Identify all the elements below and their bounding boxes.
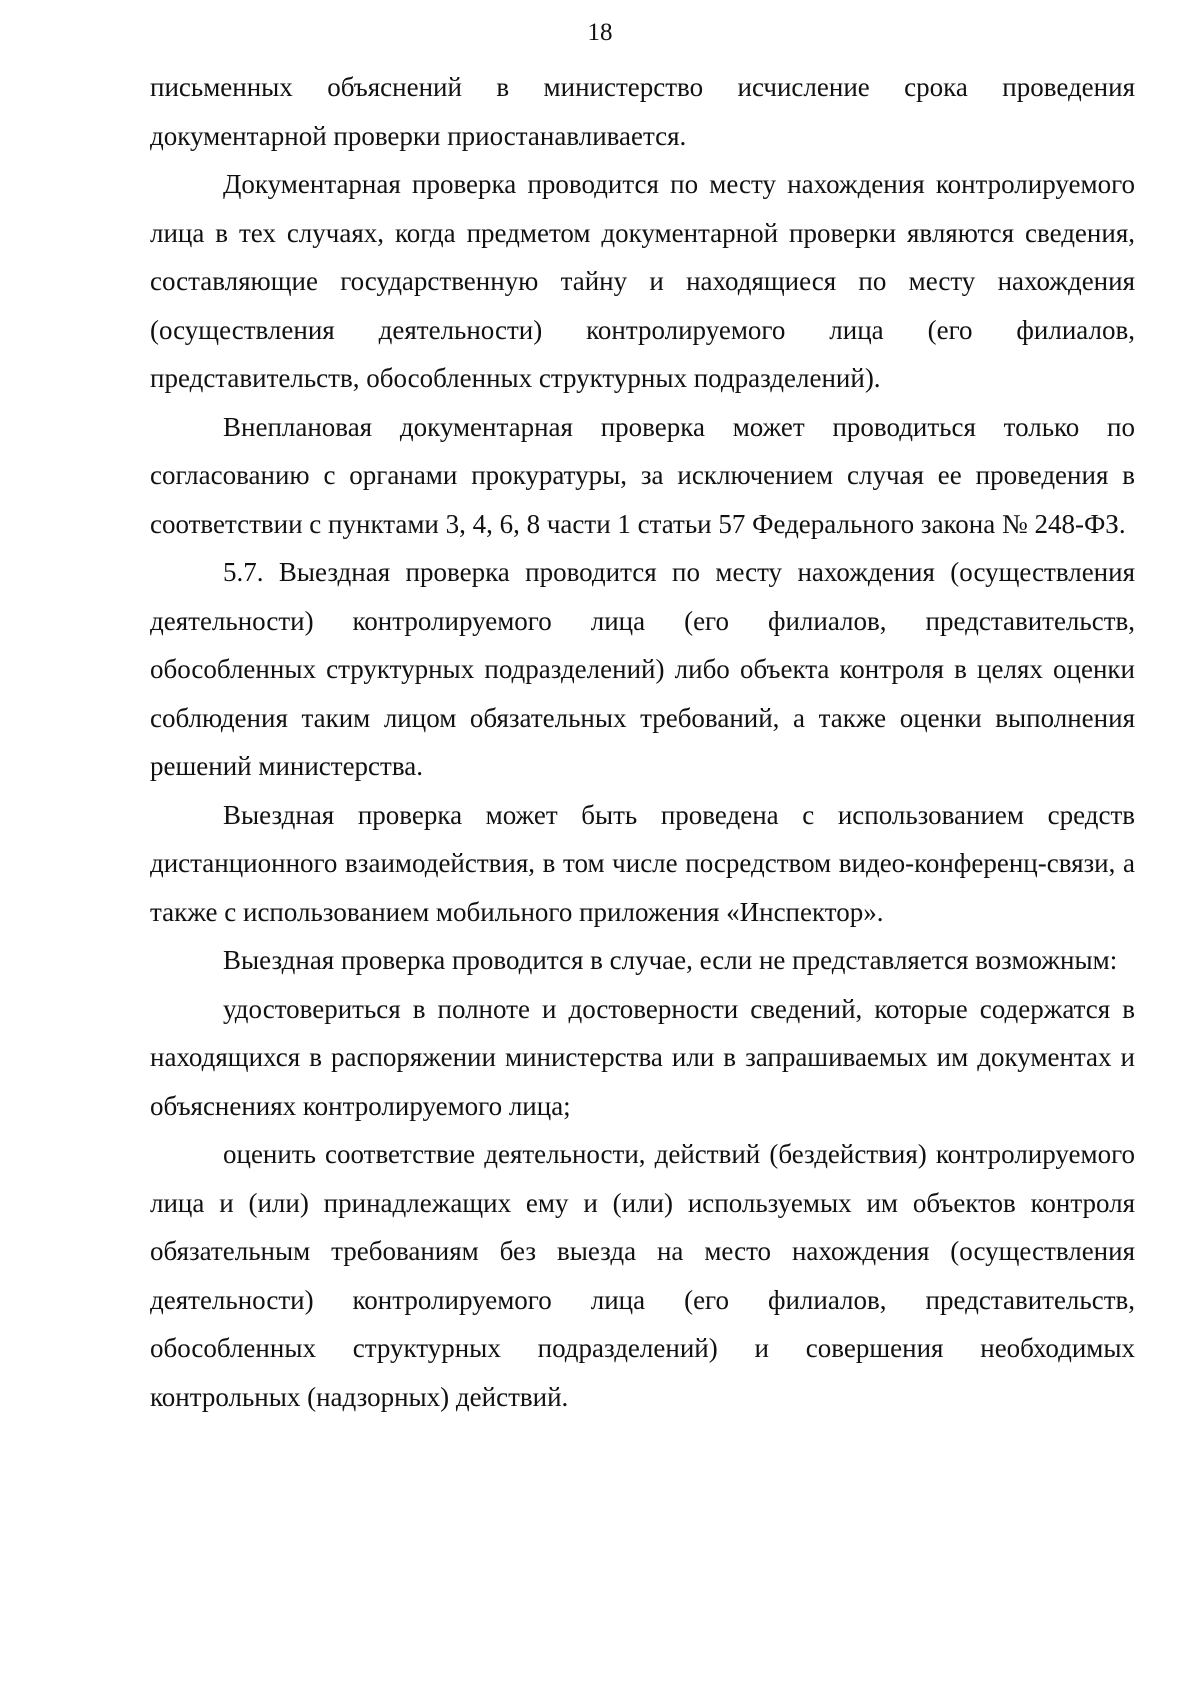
document-body (150, 63, 1135, 1421)
paragraph-assess-compliance: оценить соответствие деятельности, действий (бездействия) контролируемого лица и (или) принадлежащих ему и (или) используемых им объектов контроля обязательным требованиям без выезда на место нахождения (осуществления деятельности) контролируемого лица (его филиалов, представительств, обособленных структурных подразделений) и совершения необходимых контрольных (надзорных) действий. (150, 1139, 1135, 1412)
paragraph-verify-information: удостовериться в полноте и достоверности сведений, которые содержатся в находящихся в распоряжении министерства или в запрашиваемых им документах и объяснениях контролируемого лица; (150, 993, 1135, 1121)
paragraph-on-site-conditions: Выездная проверка проводится в случае, если не представляется возможным: (223, 945, 1118, 975)
page-number: 18 (587, 19, 613, 46)
paragraph-documentary-inspection-location: Документарная проверка проводится по месту нахождения контролируемого лица в тех случаях, когда предметом документарной проверки являются сведения, составляющие государственную тайну и находящиеся по месту нахождения (осуществления деятельности) контролируемого лица (его филиалов, представительств, обособленных структурных подразделений). (150, 169, 1135, 393)
paragraph-unscheduled-inspection: Внеплановая документарная проверка может проводиться только по согласованию с органами прокуратуры, за исключением случая ее проведения в соответствии с пунктами 3, 4, 6, 8 части 1 статьи 57 Федерального закона № 248-ФЗ. (150, 411, 1135, 539)
paragraph-continuation: письменных объяснений в министерство исчисление срока проведения документарной проверки приостанавливается. (150, 72, 1135, 151)
paragraph-on-site-inspection: 5.7. Выездная проверка проводится по месту нахождения (осуществления деятельности) контролируемого лица (его филиалов, представительств, обособленных структурных подразделений) либо объекта контроля в целях оценки соблюдения таким лицом обязательных требований, а также оценки выполнения решений министерства. (150, 557, 1135, 781)
paragraph-remote-interaction: Выездная проверка может быть проведена с использованием средств дистанционного взаимодействия, в том числе посредством видео-конференц-связи, а также с использованием мобильного приложения «Инспектор». (150, 799, 1135, 927)
